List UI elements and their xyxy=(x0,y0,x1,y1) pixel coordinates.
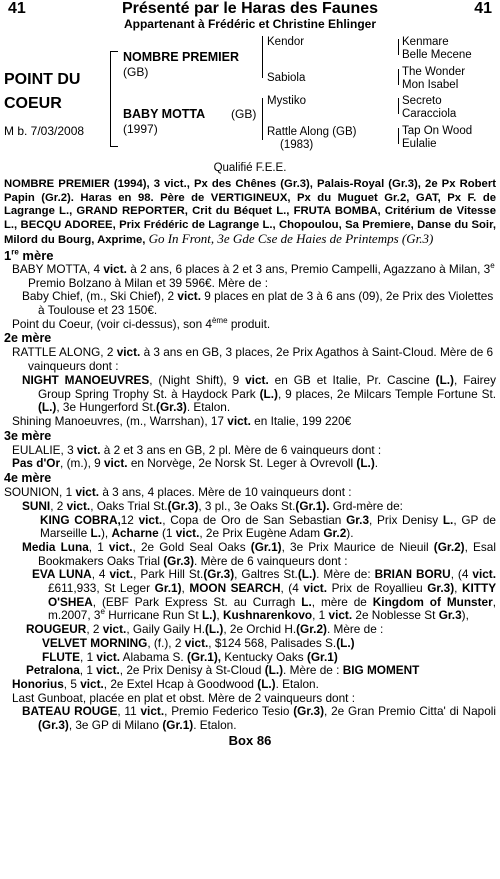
produce-entry: VELVET MORNING, (f.), 2 vict., $124 568, Palisades S.(L.) xyxy=(42,635,355,650)
section-1re-mere: 1re mère xyxy=(4,247,54,263)
horse-birth: M b. 7/03/2008 xyxy=(4,124,85,138)
page-header xyxy=(4,0,496,36)
box-number: Box 86 xyxy=(228,732,272,748)
sire-origin: (GB) xyxy=(123,65,149,79)
produce-entry: NIGHT MANOEUVRES, (Night Shift), 9 vict. en GB et Italie, Pr. Cascine (L.), Fairey Group Spring Trophy St. à Haydock Park (L.), 9 places, 2e Milcars Temple Fortune St.(L.), 3e Hungerford St.(Gr.3). Etalon. xyxy=(22,372,497,415)
produce-entry: EVA LUNA, 4 vict., Park Hill St.(Gr.3), Galtres St.(L.). Mère de: BRIAN BORU, (4 vict. £611,933, St Leger Gr.1), MOON SEARCH, (4 vict. Prix de Royallieu Gr.3), KITTY O'SHEA, (EBF Park Express St. au Curragh L., mère de Kingdom of Munster, m.2007, 3e Hurricane Run St L.), Kushnarenkovo, 1 vict. 2e Noblesse St Gr.3), xyxy=(32,567,497,623)
produce-entry: Media Luna, 1 vict., 2e Gold Seal Oaks (Gr.1), 3e Prix Maurice de Nieuil (Gr.2), Esal Bookmakers Oaks Trial (Gr.3). Mère de 6 vainqueurs dont : xyxy=(22,539,496,568)
dam-origin: (GB) xyxy=(231,107,257,121)
produce-entry: Pas d'Or, (m.), 9 vict. en Norvège, 2e Norsk St. Leger à Ovrevoll (L.). xyxy=(12,456,379,471)
granddam-maternal: Rattle Along (GB) xyxy=(267,126,357,138)
dam-year: (1997) xyxy=(123,122,158,136)
owner-line: Appartenant à Frédéric et Christine Ehlinger xyxy=(123,17,377,31)
produce-entry: Shining Manoeuvres, (m., Warrshan), 17 vict. en Italie, 199 220€ xyxy=(12,414,352,428)
dam-entry: SOUNION, 1 vict. à 3 ans, 4 places. Mère de 10 vainqueurs dont : xyxy=(4,485,352,500)
dam-name: BABY MOTTA xyxy=(123,107,206,121)
sire-paragraph: NOMBRE PREMIER (1994), 3 vict., Px des Chênes (Gr.3), Palais-Royal (Gr.3), 2e Px Robert Papin (Gr.2). Haras en 98. Père de VERTIGINEUX, Px du Muguet Gr.2, GAT, Px F. de Lagrange L., GRAND REPORTER, Crit du Béquet L., FRUTA BOMBA, Critérium de Vitesse L., BECQU ADOREE, Prix Frédéric de Lagrange L., Chopoulou, Sa Premiere, Danse du Soir, Milord du Bourg, Axprime, Go In Front, 3e Gde Cse de Haies de Printemps (Gr.3) xyxy=(4,178,496,247)
produce-entry: Honorius, 5 vict., 2e Extel Hcap à Goodwood (L.). Etalon. xyxy=(12,676,319,691)
great-grandparent: The Wonder xyxy=(402,66,466,78)
great-grandparent: Secreto xyxy=(402,95,442,107)
dam-entry: EULALIE, 3 vict. à 2 et 3 ans en GB, 2 pl. Mère de 6 vainqueurs dont : xyxy=(12,442,382,457)
great-grandparent: Eulalie xyxy=(402,138,437,150)
bracket-line xyxy=(262,98,263,140)
sire-name: NOMBRE PREMIER xyxy=(123,50,239,64)
horse-name-line1: POINT DU xyxy=(4,71,81,88)
produce-entry: Point du Coeur, (voir ci-dessus), son 4ème produit. xyxy=(12,315,271,331)
granddam-paternal: Sabiola xyxy=(267,72,306,84)
page-title: Présenté par le Haras des Faunes xyxy=(121,0,379,17)
section-3e-mere: 3e mère xyxy=(4,428,52,443)
bracket-line xyxy=(398,128,399,144)
produce-entry: BATEAU ROUGE, 11 vict., Premio Federico Tesio (Gr.3), 2e Gran Premio Citta' di Napoli (Gr.3), 3e GP di Milano (Gr.1). Etalon. xyxy=(22,704,496,733)
great-grandparent: Caracciola xyxy=(402,108,457,120)
great-grandparent: Mon Isabel xyxy=(402,79,459,91)
section-4e-mere: 4e mère xyxy=(4,471,52,486)
bracket-line xyxy=(398,98,399,114)
bracket-line xyxy=(398,69,399,85)
bracket-line xyxy=(110,51,118,52)
lot-number-right: 41 xyxy=(474,0,492,17)
great-grandparent: Belle Mecene xyxy=(402,49,472,61)
produce-entry: Last Gunboat, placée en plat et obst. Mère de 2 vainqueurs dont : xyxy=(12,690,355,705)
grandsire-maternal: Mystiko xyxy=(267,95,306,107)
pedigree-notes xyxy=(4,178,496,748)
produce-entry: Petralona, 1 vict., 2e Prix Denisy à St-Cloud (L.). Mère de : BIG MOMENT xyxy=(26,663,420,678)
dam-entry: BABY MOTTA, 4 vict. à 2 ans, 6 places à 2 et 3 ans, Premio Campelli, Agazzano à Milan, 3e Premio Bolzano à Milan et 39 596€. Mère de : xyxy=(12,261,495,290)
qualification: Qualifié F.E.E. xyxy=(213,162,287,174)
lot-number-left: 41 xyxy=(8,0,26,17)
grandsire-paternal: Kendor xyxy=(267,36,305,48)
section-2e-mere: 2e mère xyxy=(4,331,52,346)
pedigree-table xyxy=(4,36,496,162)
produce-entry: ROUGEUR, 2 vict., Gaily Gaily H.(L.), 2e Orchid H.(Gr.2). Mère de : xyxy=(26,622,384,637)
produce-entry: KING COBRA,12 vict., Copa de Oro de San Sebastian Gr.3, Prix Denisy L., GP de Marseille L.), Acharne (1 vict., 2e Prix Eugène Adam Gr.2). xyxy=(40,512,496,541)
produce-entry: Baby Chief, (m., Ski Chief), 2 vict. 9 places en plat de 3 à 6 ans (09), 2e Prix des Violettes à Toulouse et 23 150€. xyxy=(22,289,494,318)
bracket-line xyxy=(262,36,263,78)
horse-name-line2: COEUR xyxy=(4,95,62,112)
great-grandparent: Tap On Wood xyxy=(402,125,473,137)
produce-entry: SUNI, 2 vict., Oaks Trial St.(Gr.3), 3 pl., 3e Oaks St.(Gr.1). Grd-mère de: xyxy=(22,498,403,513)
produce-entry: FLUTE, 1 vict. Alabama S. (Gr.1), Kentucky Oaks (Gr.1) xyxy=(42,649,338,664)
bracket-line xyxy=(110,51,111,147)
dam-entry: RATTLE ALONG, 2 vict. à 3 ans en GB, 3 places, 2e Prix Agathos à Saint-Cloud. Mère de 6 vainqueurs dont : xyxy=(12,345,494,374)
granddam-maternal-year: (1983) xyxy=(280,139,314,151)
bracket-line xyxy=(398,39,399,55)
great-grandparent: Kenmare xyxy=(402,36,449,48)
bracket-line xyxy=(110,146,118,147)
